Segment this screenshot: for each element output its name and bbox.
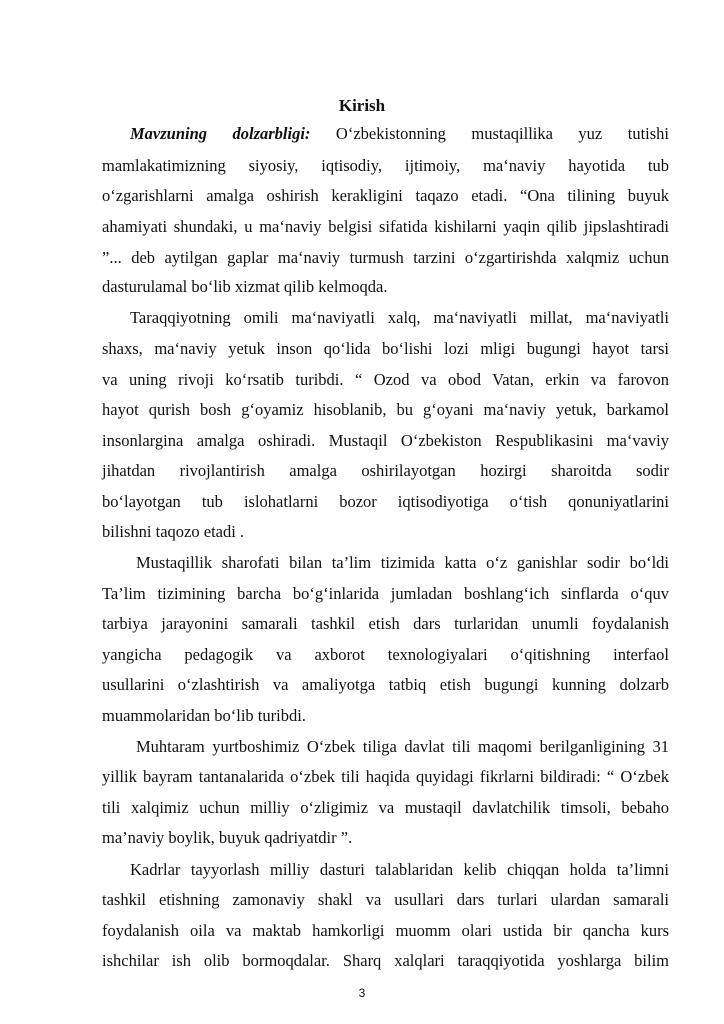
- paragraph-line: tili xalqimiz uchun milliy o‘zligimiz va mustaqil davlatchilik timsoli, bebaho: [102, 798, 669, 817]
- paragraph-line: foydalanish oila va maktab hamkorligi muomm olari ustida bir qancha kurs: [102, 921, 669, 940]
- paragraph-line: Taraqqiyotning omili ma‘naviyatli xalq, ma‘naviyatli millat, ma‘naviyatli: [130, 308, 669, 327]
- section-lead: Mavzuning dolzarbligi:: [130, 124, 311, 143]
- paragraph-line: ma’naviy boylik, buyuk qadriyatdir ”.: [102, 828, 353, 847]
- paragraph-line: bo‘layotgan tub islohatlarni bozor iqtisodiyotiga o‘tish qonuniyatlarini: [102, 492, 669, 511]
- paragraph-line: tarbiya jarayonini samarali tashkil etish dars turlaridan unumli foydalanish: [102, 614, 669, 633]
- paragraph-line: insonlargina amalga oshiradi. Mustaqil O‘zbekiston Respublikasini ma‘vaviy: [102, 431, 669, 450]
- paragraph-line: Kadrlar tayyorlash milliy dasturi talablaridan kelib chiqqan holda ta’limni: [130, 860, 669, 879]
- paragraph-line: tashkil etishning zamonaviy shakl va usullari dars turlari ulardan samarali: [102, 890, 669, 909]
- paragraph-line: o‘zgarishlarni amalga oshirish kerakligini taqazo etadi. “Ona tilining buyuk: [102, 186, 669, 205]
- paragraph-line: va uning rivoji ko‘rsatib turibdi. “ Ozod va obod Vatan, erkin va farovon: [102, 370, 669, 389]
- paragraph-line: yangicha pedagogik va axborot texnologiyalari o‘qitishning interfaol: [102, 645, 669, 664]
- page-number: 3: [358, 986, 366, 1000]
- paragraph-line: [130, 124, 669, 144]
- paragraph-line: Muhtaram yurtboshimiz O‘zbek tiliga davlat tili maqomi berilganligining 31: [136, 737, 669, 756]
- paragraph-line: hayot qurish bosh g‘oyamiz hisoblanib, bu g‘oyani ma‘naviy yetuk, barkamol: [102, 400, 669, 419]
- paragraph-line: jihatdan rivojlantirish amalga oshirilayotgan hozirgi sharoitda sodir: [102, 461, 669, 480]
- paragraph-line: muammolaridan bo‘lib turibdi.: [102, 706, 306, 725]
- paragraph-line: mamlakatimizning siyosiy, iqtisodiy, ijtimoiy, ma‘naviy hayotida tub: [102, 156, 669, 175]
- paragraph-line: ahamiyati shundaki, u ma‘naviy belgisi sifatida kishilarni yaqin qilib jipslashtiradi: [102, 217, 669, 236]
- paragraph-line: usullarini o‘zlashtirish va amaliyotga tatbiq etish bugungi kunning dolzarb: [102, 675, 669, 694]
- paragraph-line: Ta’lim tizimining barcha bo‘g‘inlarida jumladan boshlang‘ich sinflarda o‘quv: [102, 584, 669, 603]
- paragraph-line: ”... deb aytilgan gaplar ma‘naviy turmush tarzini o‘zgartirishda xalqmiz uchun: [102, 248, 669, 267]
- text-span: O‘zbekistonning mustaqillika yuz tutishi: [335, 124, 669, 143]
- paragraph-line: yillik bayram tantanalarida o‘zbek tili haqida quyidagi fikrlarni bildiradi: “ O‘zbek: [102, 767, 669, 786]
- page-title: Kirish: [338, 96, 386, 115]
- paragraph-line: bilishni taqozo etadi .: [102, 522, 245, 541]
- paragraph-line: dasturulamal bo‘lib xizmat qilib kelmoqda.: [102, 277, 388, 296]
- paragraph-line: ishchilar ish olib bormoqdalar. Sharq xalqlari taraqqiyotida yoshlarga bilim: [102, 951, 669, 970]
- paragraph-line: shaxs, ma‘naviy yetuk inson qo‘lida bo‘lishi lozi mligi bugungi hayot tarsi: [102, 339, 669, 358]
- paragraph-line: Mustaqillik sharofati bilan ta’lim tizimida katta o‘z ganishlar sodir bo‘ldi: [136, 553, 669, 572]
